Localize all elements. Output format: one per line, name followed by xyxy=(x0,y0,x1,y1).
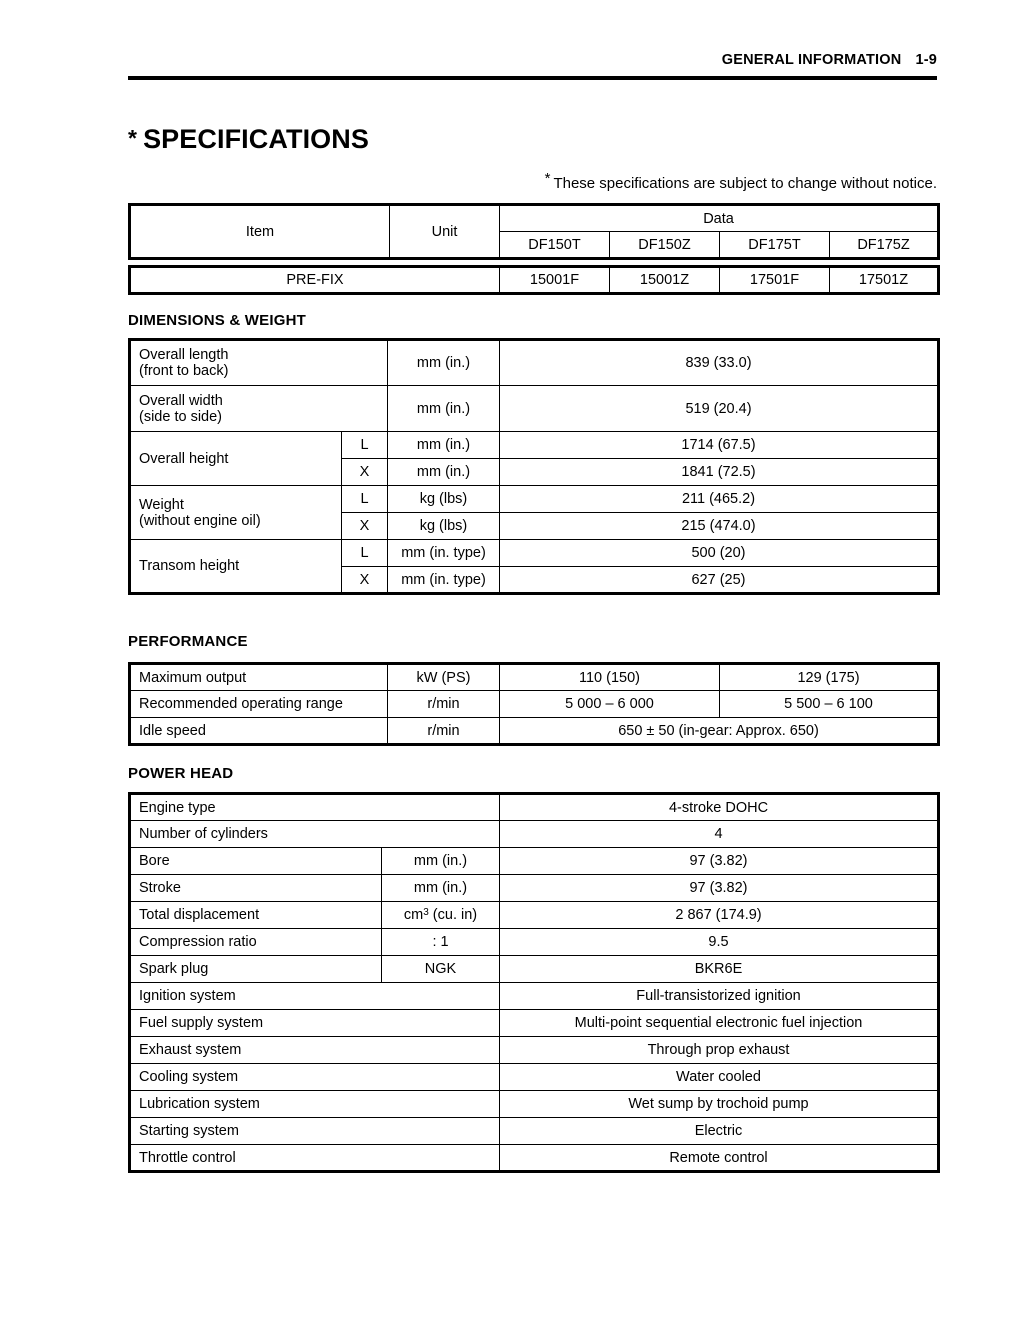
row-variant-weight-l: L xyxy=(342,486,388,513)
row-variant-transom-height-l: L xyxy=(342,540,388,567)
row-unit-compression-ratio: : 1 xyxy=(382,929,500,956)
row-value-overall-height-l: 1714 (67.5) xyxy=(500,432,939,459)
row-value-fuel-supply-system: Multi-point sequential electronic fuel injection xyxy=(500,1010,939,1037)
row-unit-stroke: mm (in.) xyxy=(382,875,500,902)
row-value-exhaust-system: Through prop exhaust xyxy=(500,1037,939,1064)
row-label-spark-plug: Spark plug xyxy=(130,956,382,983)
row-label-total-displacement: Total displacement xyxy=(130,902,382,929)
column-header-unit: Unit xyxy=(390,205,500,259)
row-variant-overall-height-l: L xyxy=(342,432,388,459)
row-value-overall-height-x: 1841 (72.5) xyxy=(500,459,939,486)
row-value-compression-ratio: 9.5 xyxy=(500,929,939,956)
prefix-table xyxy=(128,265,940,295)
table-row xyxy=(130,1145,939,1172)
row-value-stroke: 97 (3.82) xyxy=(500,875,939,902)
table-row xyxy=(130,983,939,1010)
running-header xyxy=(128,52,937,68)
row-value-throttle-control: Remote control xyxy=(500,1145,939,1172)
prefix-value-df150t: 15001F xyxy=(500,267,610,294)
row-unit-overall-length: mm (in.) xyxy=(388,340,500,386)
row-value-total-displacement: 2 867 (174.9) xyxy=(500,902,939,929)
row-label-overall-height: Overall height xyxy=(130,432,342,486)
row-value-spark-plug: BKR6E xyxy=(500,956,939,983)
row-label-ignition-system: Ignition system xyxy=(130,983,500,1010)
row-variant-weight-x: X xyxy=(342,513,388,540)
row-value-maximum-output-150: 110 (150) xyxy=(500,664,720,691)
row-label-compression-ratio: Compression ratio xyxy=(130,929,382,956)
table-row xyxy=(130,1037,939,1064)
row-label-idle-speed: Idle speed xyxy=(130,718,388,745)
row-label-fuel-supply-system: Fuel supply system xyxy=(130,1010,500,1037)
row-value-transom-height-l: 500 (20) xyxy=(500,540,939,567)
row-label-number-of-cylinders: Number of cylinders xyxy=(130,821,500,848)
row-unit-transom-height-l: mm (in. type) xyxy=(388,540,500,567)
table-row xyxy=(130,1010,939,1037)
model-header-df150z: DF150Z xyxy=(610,232,720,259)
table-row xyxy=(130,821,939,848)
row-unit-operating-range: r/min xyxy=(388,691,500,718)
table-row xyxy=(130,340,939,386)
row-label-transom-height: Transom height xyxy=(130,540,342,594)
table-row xyxy=(130,664,939,691)
table-row xyxy=(130,794,939,821)
row-value-weight-l: 211 (465.2) xyxy=(500,486,939,513)
change-notice xyxy=(128,170,937,192)
row-label-operating-range: Recommended operating range xyxy=(130,691,388,718)
title-text: SPECIFICATIONS xyxy=(143,124,369,154)
row-unit-maximum-output: kW (PS) xyxy=(388,664,500,691)
page-title xyxy=(128,124,369,155)
row-unit-overall-height-x: mm (in.) xyxy=(388,459,500,486)
row-label-overall-length: Overall length (front to back) xyxy=(130,340,388,386)
row-value-overall-length: 839 (33.0) xyxy=(500,340,939,386)
table-row xyxy=(130,1064,939,1091)
row-label-exhaust-system: Exhaust system xyxy=(130,1037,500,1064)
notice-asterisk: * xyxy=(544,170,551,187)
table-row xyxy=(130,848,939,875)
prefix-value-df175z: 17501Z xyxy=(830,267,939,294)
performance-table xyxy=(128,662,940,746)
table-row xyxy=(130,267,939,294)
row-unit-bore: mm (in.) xyxy=(382,848,500,875)
row-variant-overall-height-x: X xyxy=(342,459,388,486)
row-value-idle-speed: 650 ± 50 (in-gear: Approx. 650) xyxy=(500,718,939,745)
row-unit-total-displacement: $cm^3$ (cu. in) xyxy=(382,902,500,929)
row-value-weight-x: 215 (474.0) xyxy=(500,513,939,540)
row-label-weight: Weight (without engine oil) xyxy=(130,486,342,540)
section-caption-performance: PERFORMANCE xyxy=(128,633,248,650)
row-label-overall-width: Overall width (side to side) xyxy=(130,386,388,432)
row-label-bore: Bore xyxy=(130,848,382,875)
row-value-bore: 97 (3.82) xyxy=(500,848,939,875)
row-unit-idle-speed: r/min xyxy=(388,718,500,745)
table-row xyxy=(130,875,939,902)
row-label-maximum-output: Maximum output xyxy=(130,664,388,691)
column-header-data: Data xyxy=(500,205,939,232)
table-row xyxy=(130,691,939,718)
row-value-transom-height-x: 627 (25) xyxy=(500,567,939,594)
page-number: 1-9 xyxy=(915,52,937,68)
row-unit-overall-height-l: mm (in.) xyxy=(388,432,500,459)
table-row xyxy=(130,486,939,513)
dimensions-table xyxy=(128,338,940,595)
row-unit-transom-height-x: mm (in. type) xyxy=(388,567,500,594)
table-row xyxy=(130,718,939,745)
table-row xyxy=(130,432,939,459)
prefix-label: PRE-FIX xyxy=(130,267,500,294)
running-header-title: GENERAL INFORMATION xyxy=(721,52,902,68)
table-row xyxy=(130,386,939,432)
table-row xyxy=(130,1118,939,1145)
model-header-df175t: DF175T xyxy=(720,232,830,259)
prefix-value-df150z: 15001Z xyxy=(610,267,720,294)
row-value-engine-type: 4-stroke DOHC xyxy=(500,794,939,821)
table-row xyxy=(130,902,939,929)
header-rule xyxy=(128,76,937,80)
section-caption-power-head: POWER HEAD xyxy=(128,765,234,782)
row-unit-overall-width: mm (in.) xyxy=(388,386,500,432)
row-value-cooling-system: Water cooled xyxy=(500,1064,939,1091)
row-value-operating-range-175: 5 500 – 6 100 xyxy=(720,691,939,718)
power-head-table xyxy=(128,792,940,1173)
title-asterisk: * xyxy=(128,125,138,151)
row-variant-transom-height-x: X xyxy=(342,567,388,594)
row-value-operating-range-150: 5 000 – 6 000 xyxy=(500,691,720,718)
table-row xyxy=(130,1091,939,1118)
row-value-number-of-cylinders: 4 xyxy=(500,821,939,848)
row-label-stroke: Stroke xyxy=(130,875,382,902)
prefix-value-df175t: 17501F xyxy=(720,267,830,294)
section-caption-dimensions: DIMENSIONS & WEIGHT xyxy=(128,312,306,329)
row-value-overall-width: 519 (20.4) xyxy=(500,386,939,432)
row-unit-weight-x: kg (lbs) xyxy=(388,513,500,540)
row-label-engine-type: Engine type xyxy=(130,794,500,821)
table-row xyxy=(130,205,939,232)
spec-header-table xyxy=(128,203,940,260)
row-label-starting-system: Starting system xyxy=(130,1118,500,1145)
row-value-maximum-output-175: 129 (175) xyxy=(720,664,939,691)
column-header-item: Item xyxy=(130,205,390,259)
table-row xyxy=(130,540,939,567)
row-label-throttle-control: Throttle control xyxy=(130,1145,500,1172)
model-header-df150t: DF150T xyxy=(500,232,610,259)
row-label-cooling-system: Cooling system xyxy=(130,1064,500,1091)
row-value-starting-system: Electric xyxy=(500,1118,939,1145)
table-row xyxy=(130,929,939,956)
row-value-lubrication-system: Wet sump by trochoid pump xyxy=(500,1091,939,1118)
model-header-df175z: DF175Z xyxy=(830,232,939,259)
table-row xyxy=(130,956,939,983)
row-value-ignition-system: Full-transistorized ignition xyxy=(500,983,939,1010)
row-label-lubrication-system: Lubrication system xyxy=(130,1091,500,1118)
row-unit-weight-l: kg (lbs) xyxy=(388,486,500,513)
notice-text: These specifications are subject to change without notice. xyxy=(553,175,937,192)
row-unit-spark-plug: NGK xyxy=(382,956,500,983)
